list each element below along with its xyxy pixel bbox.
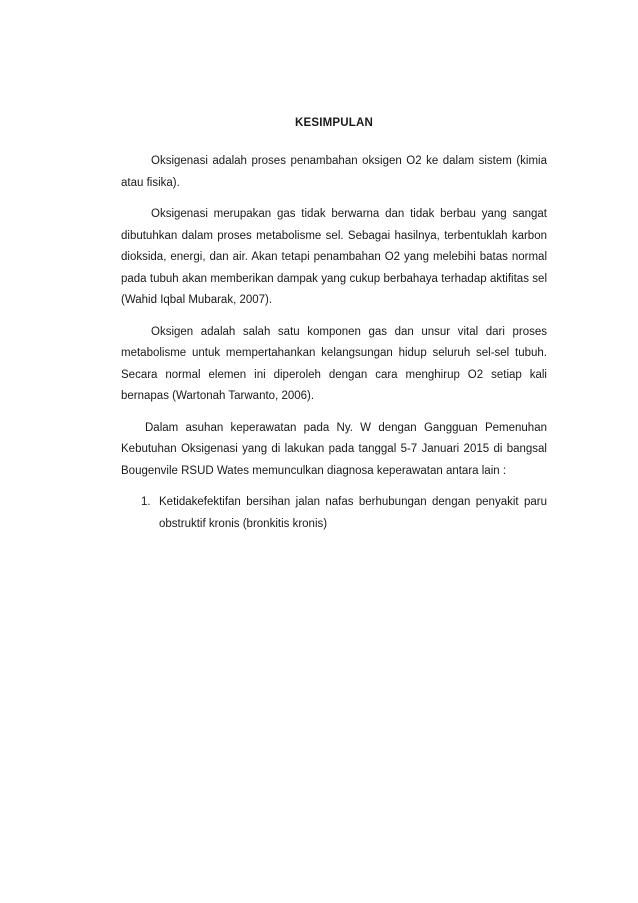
list-item bbox=[121, 492, 547, 535]
page-title: KESIMPULAN bbox=[294, 117, 374, 129]
paragraph: Oksigenasi merupakan gas tidak berwarna dan tidak berbau yang sangat dibutuhkan dalam proses metabolisme sel. Sebagai hasilnya, terbentuklah karbon dioksida, energi, dan air. Akan tetapi penambahan O2 yang melebihi batas normal pada tubuh akan memberikan dampak yang cukup berbahaya terhadap aktifitas sel (Wahid Iqbal Mubarak, 2007). bbox=[121, 208, 547, 306]
list-item-number: 1. bbox=[141, 496, 151, 508]
list-item-text: Ketidakefektifan bersihan jalan nafas berhubungan dengan penyakit paru obstruktif kronis (bronkitis kronis) bbox=[159, 496, 547, 530]
document-content bbox=[121, 117, 547, 535]
paragraph: Oksigenasi adalah proses penambahan oksigen O2 ke dalam sistem (kimia atau fisika). bbox=[121, 155, 547, 189]
diagnosis-list bbox=[121, 492, 547, 535]
paragraph: Oksigen adalah salah satu komponen gas dan unsur vital dari proses metabolisme untuk mempertahankan kelangsungan hidup seluruh sel-sel tubuh. Secara normal elemen ini diperoleh dengan cara menghirup O2 setiap kali bernapas (Wartonah Tarwanto, 2006). bbox=[121, 325, 547, 402]
paragraph: Dalam asuhan keperawatan pada Ny. W dengan Gangguan Pemenuhan Kebutuhan Oksigenasi yang di lakukan pada tanggal 5-7 Januari 2015 di bangsal Bougenvile RSUD Wates memunculkan diagnosa keperawatan antara lain : bbox=[121, 421, 547, 477]
